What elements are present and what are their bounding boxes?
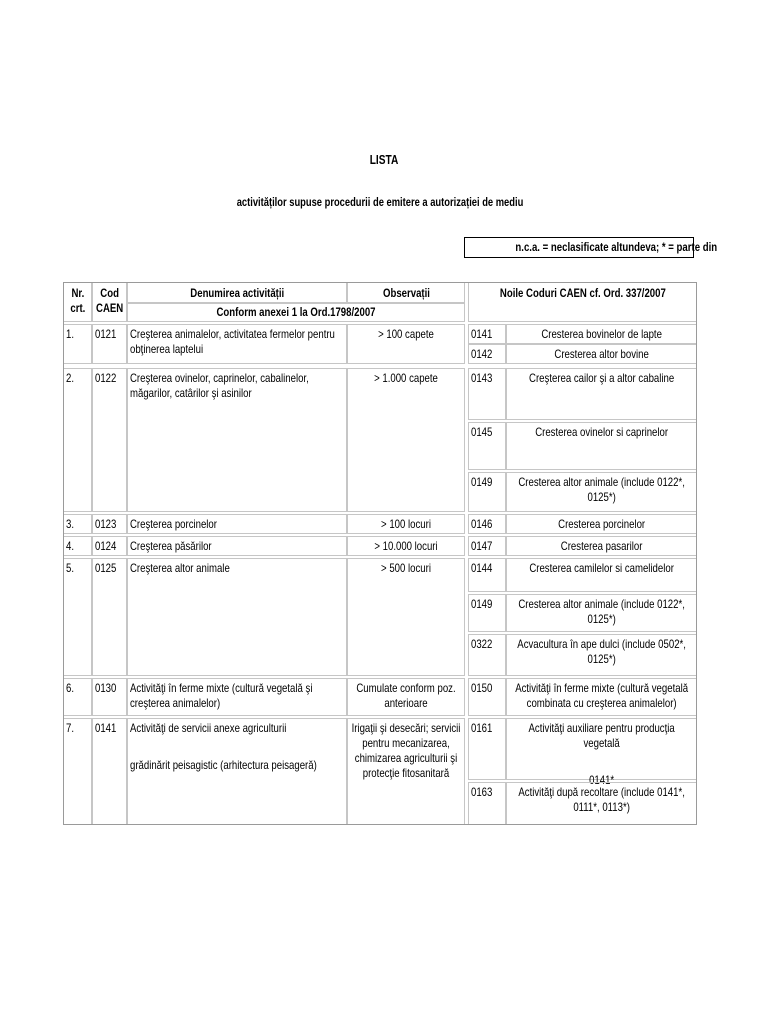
row-6-nr: 6. <box>63 678 92 716</box>
row-4-sub-1-code: 0147 <box>468 536 506 556</box>
header-noile-coduri: Noile Coduri CAEN cf. Ord. 337/2007 <box>468 282 697 322</box>
row-7-sub-1-desc <box>506 718 697 787</box>
header-observatii: Observații <box>347 282 465 303</box>
row-2-cod: 0122 <box>92 368 127 512</box>
row-1-observatii: > 100 capete <box>347 324 465 364</box>
row-4-observatii: > 10.000 locuri <box>347 536 465 556</box>
row-5-sub-2-code: 0149 <box>468 594 506 632</box>
header-conform: Conform anexei 1 la Ord.1798/2007 <box>127 303 465 322</box>
row-6-sub-1-code: 0150 <box>468 678 506 716</box>
row-7-denumire <box>127 718 347 825</box>
row-7-denumire-line-2: grădinărit peisagistic (arhitectura peisageră) <box>130 758 317 772</box>
row-1-cod: 0121 <box>92 324 127 364</box>
header-nr: Nr. crt. <box>63 282 92 322</box>
row-2-denumire: Creşterea ovinelor, caprinelor, cabalinelor, măgarilor, catârilor şi asinilor <box>127 368 347 512</box>
row-7-sub-2-desc: Activităţi după recoltare (include 0141*, 0111*, 0113*) <box>506 782 697 825</box>
row-1-sub-2-code: 0142 <box>468 344 506 364</box>
row-2-sub-3-code: 0149 <box>468 472 506 512</box>
row-7-nr: 7. <box>63 718 92 825</box>
row-3-cod: 0123 <box>92 514 127 534</box>
row-5-nr: 5. <box>63 558 92 676</box>
row-4-cod: 0124 <box>92 536 127 556</box>
row-1-denumire: Creşterea animalelor, activitatea fermelor pentru obţinerea laptelui <box>127 324 347 364</box>
row-7-sub-2-code: 0163 <box>468 782 506 825</box>
row-3-nr: 3. <box>63 514 92 534</box>
row-2-sub-2-code: 0145 <box>468 422 506 470</box>
row-6-denumire: Activităţi în ferme mixte (cultură vegetală şi creşterea animalelor) <box>127 678 347 716</box>
activities-table <box>63 282 697 825</box>
row-5-sub-1-desc: Cresterea camilelor si camelidelor <box>506 558 697 592</box>
row-5-denumire: Creşterea altor animale <box>127 558 347 676</box>
row-7-observatii: Irigaţii şi desecări; servicii pentru mecanizarea, chimizarea agriculturii şi protecţie fitosanitară <box>347 718 465 825</box>
row-4-denumire: Creşterea păsărilor <box>127 536 347 556</box>
row-2-nr: 2. <box>63 368 92 512</box>
row-2-sub-1-desc: Creşterea cailor şi a altor cabaline <box>506 368 697 420</box>
row-1-sub-2-desc: Cresterea altor bovine <box>506 344 697 364</box>
row-2-sub-1-code: 0143 <box>468 368 506 420</box>
header-cod: Cod CAEN <box>92 282 127 322</box>
row-2-observatii: > 1.000 capete <box>347 368 465 512</box>
row-7-cod: 0141 <box>92 718 127 825</box>
page-subtitle: activităților supuse procedurii de emitere a autorizației de mediu <box>236 195 524 209</box>
row-1-nr: 1. <box>63 324 92 364</box>
row-3-observatii: > 100 locuri <box>347 514 465 534</box>
row-5-sub-3-desc: Acvacultura în ape dulci (include 0502*, 0125*) <box>506 634 697 676</box>
row-5-sub-2-desc: Cresterea altor animale (include 0122*, 0125*) <box>506 594 697 632</box>
row-7-sub-1-desc-line-2: 0141* <box>588 773 615 787</box>
row-2-sub-3-desc: Cresterea altor animale (include 0122*, 0125*) <box>506 472 697 512</box>
row-5-sub-1-code: 0144 <box>468 558 506 592</box>
row-1-sub-1-desc: Cresterea bovinelor de lapte <box>506 324 697 344</box>
row-5-sub-3-code: 0322 <box>468 634 506 676</box>
row-6-observatii: Cumulate conform poz. anterioare <box>347 678 465 716</box>
row-5-cod: 0125 <box>92 558 127 676</box>
legend-text: n.c.a. = neclasificate altundeva; * = parte din <box>515 240 718 254</box>
row-6-sub-1-desc: Activităţi în ferme mixte (cultură vegetală combinata cu creşterea animalelor) <box>506 678 697 716</box>
row-3-denumire: Creşterea porcinelor <box>127 514 347 534</box>
row-1-sub-1-code: 0141 <box>468 324 506 344</box>
legend-box <box>464 237 718 258</box>
row-5-observatii: > 500 locuri <box>347 558 465 676</box>
row-2-sub-2-desc: Cresterea ovinelor si caprinelor <box>506 422 697 470</box>
page-title: LISTA <box>369 152 399 167</box>
row-4-sub-1-desc: Cresterea pasarilor <box>506 536 697 556</box>
row-6-cod: 0130 <box>92 678 127 716</box>
row-7-sub-1-code: 0161 <box>468 718 506 780</box>
row-7-sub-1-desc-line-1: Activităţi auxiliare pentru producţia vegetală <box>528 721 675 750</box>
row-3-sub-1-code: 0146 <box>468 514 506 534</box>
row-4-nr: 4. <box>63 536 92 556</box>
row-7-denumire-line-1: Activităţi de servicii anexe agriculturii <box>130 721 287 735</box>
row-3-sub-1-desc: Cresterea porcinelor <box>506 514 697 534</box>
header-denumire: Denumirea activității <box>127 282 347 303</box>
